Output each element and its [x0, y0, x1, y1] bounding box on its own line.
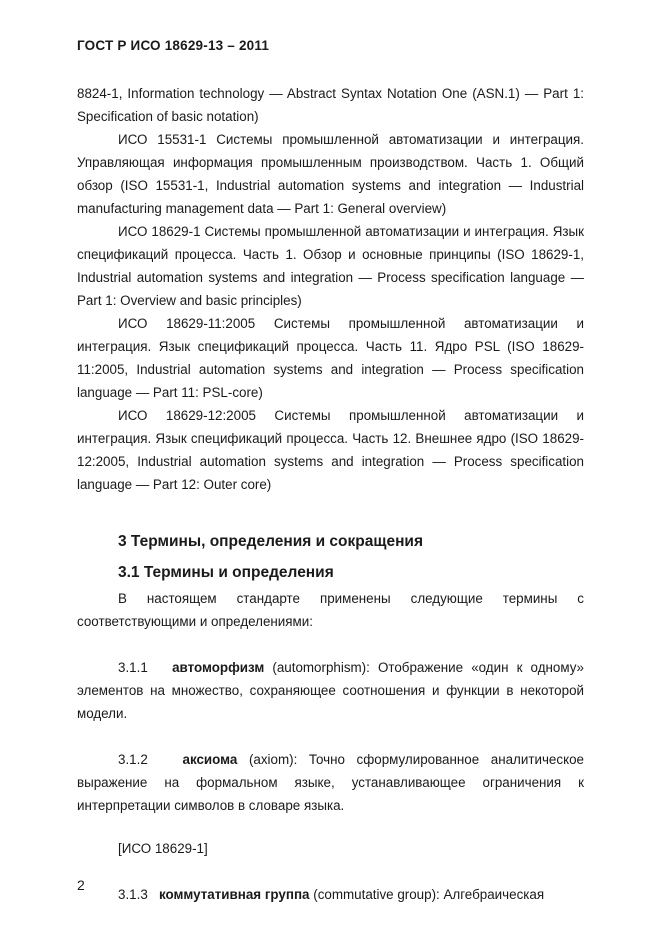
page-number: 2	[77, 877, 85, 893]
term-definition	[77, 656, 584, 725]
reference-paragraph: ИСО 18629-1 Системы промышленной автоматизации и интеграция. Язык спецификаций процесса. Часть 1. Обзор и основные принципы (ISO 18629-1, Industrial automation systems and integration — Process specification language — Part 1: Overview and basic principles)	[77, 224, 584, 308]
term-definition	[77, 883, 584, 906]
reference-paragraph: ИСО 18629-11:2005 Системы промышленной автоматизации и интеграция. Язык спецификаций процесса. Часть 11. Ядро PSL (ISO 18629-11:2005, Industrial automation systems and integration — Process specification language — Part 11: PSL-core)	[77, 316, 584, 400]
term-number: 3.1.1	[118, 660, 148, 675]
term-word: коммутативная группа	[158, 887, 310, 902]
section-intro: В настоящем стандарте применены следующие термины с соответствующими и определениями:	[77, 591, 584, 629]
term-text: (automorphism): Отображение «один к одному» элементов на множество, сохраняющее соотношения и функции в некоторой модели.	[77, 660, 584, 721]
document-body	[77, 82, 584, 906]
document-header: ГОСТ Р ИСО 18629-13 – 2011	[77, 38, 270, 53]
term-text: (commutative group): Алгебраическая	[313, 887, 545, 902]
reference-paragraph: 8824-1, Information technology — Abstract Syntax Notation One (ASN.1) — Part 1: Specification of basic notation)	[77, 86, 584, 124]
reference-paragraph: ИСО 15531-1 Системы промышленной автоматизации и интеграция. Управляющая информация промышленным производством. Часть 1. Общий обзор (ISO 15531-1, Industrial automation systems and integration — Industrial manufacturing management data — Part 1: General overview)	[77, 132, 584, 216]
term-definition	[77, 748, 584, 817]
term-number: 3.1.2	[118, 752, 148, 767]
term-text: (axiom): Точно сформулированное аналитическое выражение на формальном языке, устанавливающее ограничения к интерпретации символов в словаре языка.	[77, 752, 584, 813]
term-word: автоморфизм	[172, 660, 265, 675]
term-reference: [ИСО 18629-1]	[118, 841, 208, 856]
term-number: 3.1.3	[118, 887, 148, 902]
reference-paragraph: ИСО 18629-12:2005 Системы промышленной автоматизации и интеграция. Язык спецификаций процесса. Часть 12. Внешнее ядро (ISO 18629-12:2005, Industrial automation systems and integration — Process specification language — Part 12: Outer core)	[77, 408, 584, 492]
section-heading: 3 Термины, определения и сокращения	[118, 533, 423, 550]
subsection-heading: 3.1 Термины и определения	[118, 564, 334, 581]
term-word: аксиома	[182, 752, 238, 767]
